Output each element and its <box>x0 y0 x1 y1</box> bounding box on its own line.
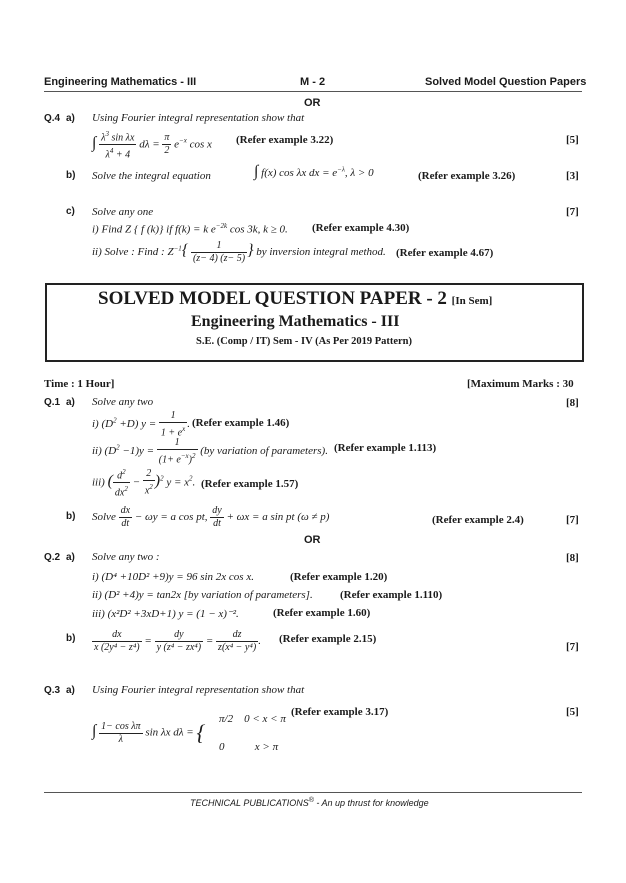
q1b-reference: (Refer example 2.4) <box>432 514 524 526</box>
paper-title <box>98 288 492 310</box>
footer-tagline <box>190 797 429 808</box>
q3a-marks: [5] <box>566 706 579 718</box>
q1a-ii-pre: ii) (D <box>92 445 117 458</box>
q3a-case1: π/2 0 < x < π <box>219 713 286 725</box>
q2b-frac1-den: x (2y⁴ − z⁴) <box>94 642 140 653</box>
q4c-i-post: cos 3k, k ≥ 0. <box>227 223 288 236</box>
q1b-solve: Solve <box>92 511 116 524</box>
q3a-intro: Using Fourier integral representation show that <box>92 684 305 696</box>
q1-part-a: a) <box>66 397 75 408</box>
q2-part-a: a) <box>66 552 75 563</box>
q2b-frac3-num: dz <box>216 629 258 642</box>
q2a-iii-text: iii) (x²D² +3xD+1) y = (1 − x)⁻². <box>92 608 239 620</box>
q4-part-b: b) <box>66 170 76 181</box>
q4c-ii-post: by inversion integral method. <box>256 246 386 259</box>
footer-reg-mark: ® <box>308 797 314 804</box>
q1a-iii-equation: iii) ( $\frac{d^2}{dx^2}$ − $\frac{2}{x^2}$ )$^2$ $y = x^2$. <box>92 468 196 499</box>
footer-publisher: TECHNICAL PUBLICATIONS <box>190 798 309 808</box>
q1b-equation: Solve $\frac{dx}{dt}$ − ωy = a cos pt, $\frac{dy}{dt}$ + ωx = a sin pt (ω ≠ p) <box>92 505 330 529</box>
or-divider-top: OR <box>304 97 321 109</box>
q4c-marks: [7] <box>566 206 579 218</box>
q4b-equation: ∫ f(x) cos λx dx = $e^{-\lambda}$, λ > 0 <box>254 163 374 180</box>
q2-part-b: b) <box>66 633 76 644</box>
q1a-iii-pre: iii) <box>92 476 105 489</box>
q4b-reference: (Refer example 3.26) <box>418 170 516 182</box>
q4b-marks: [3] <box>566 170 579 182</box>
q4a-intro: Using Fourier integral representation show that <box>92 112 305 124</box>
q4a-marks: [5] <box>566 134 579 146</box>
q2b-frac1-num: dx <box>92 629 142 642</box>
q1-part-b: b) <box>66 511 76 522</box>
q2a-intro: Solve any two : <box>92 551 160 563</box>
q1a-i-pre: i) (D <box>92 418 114 431</box>
q4c-intro: Solve any one <box>92 206 154 218</box>
footer-rule <box>44 792 582 793</box>
q4c-i-pre: i) Find Z { f (k)} if f(k) = k e <box>92 223 216 236</box>
q2a-marks: [8] <box>566 552 579 564</box>
q2a-ii-text: ii) (D² +4)y = tan2x [by variation of parameters]. <box>92 589 313 601</box>
q2a-i-reference: (Refer example 1.20) <box>290 571 388 583</box>
q4-part-a: a) <box>66 113 75 124</box>
q1b-marks: [7] <box>566 514 579 526</box>
q1-number: Q.1 <box>44 397 61 408</box>
q1a-i-equation: i) $(D^2 +D) y$ = $\frac{1}{1 + e^x}$ . <box>92 410 190 439</box>
q2b-frac3-den: z(x⁴ − y⁴) <box>218 642 257 653</box>
header-right: Solved Model Question Papers <box>425 76 587 88</box>
time-label: Time : 1 Hour] <box>44 378 115 390</box>
q4-part-c: c) <box>66 206 75 217</box>
q1a-intro: Solve any two <box>92 396 154 408</box>
q3-number: Q.3 <box>44 685 61 696</box>
paper-title-tag: [In Sem] <box>451 295 493 307</box>
header-page-number: M - 2 <box>300 76 326 88</box>
q2a-i-text: i) (D⁴ +10D² +9)y = 96 sin 2x cos x. <box>92 571 254 583</box>
q3-part-a: a) <box>66 685 75 696</box>
paper-subject: Engineering Mathematics - III <box>191 313 400 330</box>
q4b-rhs: f(x) cos λx dx = e <box>261 167 338 179</box>
q4c-ii-reference: (Refer example 4.67) <box>396 247 494 259</box>
q4b-condition: , λ > 0 <box>344 167 374 179</box>
or-divider-q1: OR <box>304 534 321 546</box>
q1b-first-eq: − ωy = a cos pt, <box>134 511 208 524</box>
q4a-equation: ∫ $\frac{\lambda^3 \sin \lambda x}{\lambda^4 + 4}$ dλ = $\frac{\pi}{2}$ $e^{-x}$ cos x <box>92 130 212 161</box>
q4c-ii-text: ii) Solve : Find : $Z^{-1}${ $\frac{1}{(z- 4) (z- 5)}$ } by inversion integral method. <box>92 240 386 264</box>
q1a-iii-reference: (Refer example 1.57) <box>201 478 299 490</box>
q3a-frac-num: 1− cos λπ <box>101 720 141 732</box>
q3a-reference: (Refer example 3.17) <box>291 706 389 718</box>
q4c-i-reference: (Refer example 4.30) <box>312 222 410 234</box>
paper-course: S.E. (Comp / IT) Sem - IV (As Per 2019 Pattern) <box>196 336 413 347</box>
q1b-second-eq: + ωx = a sin pt (ω ≠ p) <box>226 511 330 524</box>
q1a-ii-note: (by variation of parameters). <box>200 445 328 458</box>
paper-title-text: SOLVED MODEL QUESTION PAPER - 2 <box>98 288 447 309</box>
q3a-case2: 0 x > π <box>219 741 279 753</box>
q1a-marks: [8] <box>566 397 579 409</box>
q4c-i-text: i) Find Z { f (k)} if f(k) = k $e^{-2k}$ cos 3k, k ≥ 0. <box>92 222 288 236</box>
q2b-frac2-num: dy <box>155 629 204 642</box>
q3a-frac-den: λ <box>118 733 124 745</box>
max-marks-label: [Maximum Marks : 30 <box>467 378 574 390</box>
header-rule <box>44 91 582 92</box>
q2a-iii-reference: (Refer example 1.60) <box>273 607 371 619</box>
q1a-i-mid: +D) y = <box>116 418 157 431</box>
q1a-ii-equation: ii) $(D^2 -1)y$ = $\frac{1}{(1+ e^{-x})^2}$ (by variation of parameters). <box>92 437 328 466</box>
q2a-ii-reference: (Refer example 1.110) <box>340 589 443 601</box>
q2b-reference: (Refer example 2.15) <box>279 633 377 645</box>
q4c-ii-pre: ii) Solve : Find : Z <box>92 246 174 259</box>
footer-tagline-text: - An up thrust for knowledge <box>313 798 429 808</box>
q3a-equation: ∫ $\frac{\text{1− cos λπ}}{\lambda}$ sin λx dλ = { π/2 0 < x < π 0 x > π <box>92 713 286 753</box>
q4-number: Q.4 <box>44 113 61 124</box>
q2b-marks: [7] <box>566 641 579 653</box>
q2b-frac2-den: y (z⁴ − zx⁴) <box>156 642 202 653</box>
q1a-iii-post: y = x <box>166 476 190 489</box>
q4b-text: Solve the integral equation <box>92 170 211 182</box>
q2b-equation: $\frac{dx}{\text{x (2y⁴ − z⁴)}}$ = $\frac{dy}{\text{y (z⁴ − zx⁴)}}$ = $\frac{dz}{\text{z(x⁴ − y⁴)}}$ . <box>94 629 261 653</box>
q4a-reference: (Refer example 3.22) <box>236 134 334 146</box>
q2-number: Q.2 <box>44 552 61 563</box>
q1a-ii-mid: −1)y = <box>119 445 155 458</box>
q1a-ii-reference: (Refer example 1.113) <box>334 442 437 454</box>
q1a-i-reference: (Refer example 1.46) <box>192 417 290 429</box>
q3a-mid: sin λx dλ = <box>145 726 194 739</box>
header-left: Engineering Mathematics - III <box>44 76 197 88</box>
